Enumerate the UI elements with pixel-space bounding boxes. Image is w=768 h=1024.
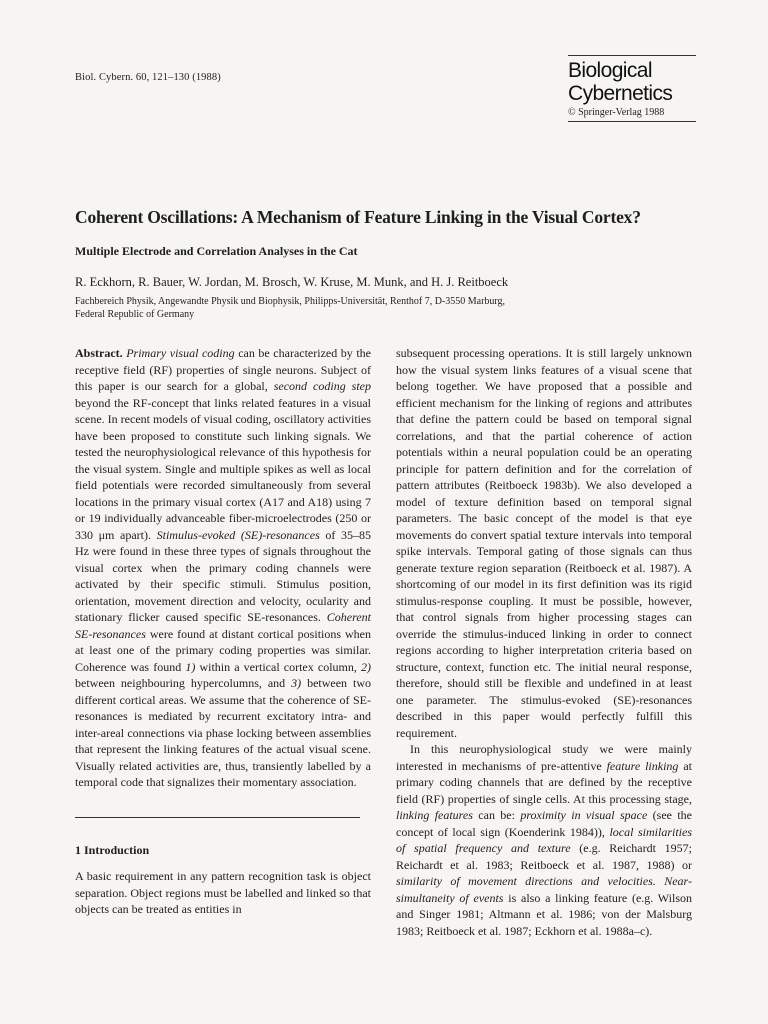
article-subtitle: Multiple Electrode and Correlation Analyses in the Cat	[75, 244, 358, 258]
emphasis-text: Stimulus-evoked (SE)-resonances	[156, 527, 320, 542]
article-title: Coherent Oscillations: A Mechanism of Feature Linking in the Visual Cortex?	[75, 207, 641, 227]
emphasis-text: linking features	[396, 808, 473, 822]
abstract-text: within a vertical cortex column,	[195, 659, 361, 674]
emphasis-text: 3)	[291, 676, 302, 690]
emphasis-text: feature linking	[606, 758, 679, 773]
emphasis-text: second coding step	[273, 379, 371, 393]
abstract-text: beyond the RF-concept that links related features in a visual scene. In recent models of visual coding, oscillatory activities have been proposed to constitute such linking signals. We tested the neurophysiological relevance of this hypothesis for the visual system. Single and multiple spikes as well as local field potentials were recorded simultaneously from several locations in the primary visual cortex (A17 and A18) using 7 or 19 individually advanceable fiber-microelectrodes (250 or 330 μm apart).	[75, 395, 371, 542]
left-column	[75, 345, 371, 918]
right-column	[396, 345, 692, 939]
body-text: In this neurophysiological study we were mainly interested in mechanisms of pre-attentive	[396, 742, 692, 773]
emphasis-text: Coherent SE-resonances	[75, 610, 371, 641]
body-paragraph-1: subsequent processing operations. It is still largely unknown how the visual system links features of a visual scene that belong together. We have proposed that a possible and efficient mechanism for the linking of regions and attributes that define the pattern could be based on temporal signal correlations, and that the partial coherence of action potentials within a neural population could be an operating principle for pattern definition and for the correlation of pattern attributes (Reitboeck 1983b). We also developed a model of texture definition based on temporal signal parameters. The basic concept of the model is that eye movements do convert spatial texture intervals into temporal spike intervals. Temporal gating of those signals can thus generate texture region separation (Reitboeck et al. 1987). A shortcoming of our model in its first definition was its rigid stimulus-response coupling. It must be possible, however, that control signals from higher processing stages can override the stimulus-induced linking in order to connect regions according to higher interpretation criteria based on structure, context, function etc. The initial neural response, therefore, should still be flexible and undefined in at least one parameter. The stimulus-evoked (SE)-resonances described in this paper would perfectly fulfill this requirement.	[396, 346, 692, 740]
emphasis-text: 1)	[185, 659, 196, 674]
abstract-text: between neighbouring hypercolumns, and	[75, 676, 292, 690]
abstract-text: can be characterized by the receptive field (RF) properties of single neurons. Subject of this paper is our search for a global,	[75, 346, 372, 393]
affiliation-line-2: Federal Republic of Germany	[75, 309, 195, 320]
affiliation	[75, 295, 635, 321]
abstract-paragraph	[75, 345, 371, 791]
body-text: at primary coding channels that are defined by the receptive field (RF) properties of single cells. At this processing stage,	[396, 758, 692, 806]
body-text: can be:	[472, 808, 521, 822]
publisher-notice: © Springer-Verlag 1988	[568, 107, 696, 122]
abstract-text: between two different cortical areas. We assume that the coherence of SE-resonances is mediated by recurrent excitatory intra- and inter-areal connections via phase locking between assemblies that represent the linking features of the actual visual scene. Visually related activities are, thus, transiently labelled by a temporal code that signalizes their momentary association.	[75, 676, 371, 789]
journal-citation: Biol. Cybern. 60, 121–130 (1988)	[75, 72, 221, 83]
emphasis-text: 2)	[361, 659, 371, 674]
introduction-paragraph: A basic requirement in any pattern recognition task is object separation. Object regions must be labelled and linked so that objects can be treated as entities in	[75, 869, 371, 916]
affiliation-line-1: Fachbereich Physik, Angewandte Physik und Biophysik, Philipps-Universität, Renthof 7, D-3550 Marburg,	[75, 296, 506, 307]
emphasis-text: proximity in visual space	[520, 808, 648, 822]
section-heading-introduction: 1 Introduction	[75, 842, 150, 857]
emphasis-text: Primary visual coding	[126, 346, 235, 360]
body-paragraph-2	[396, 741, 692, 939]
journal-name-line2: Cybernetics	[568, 82, 673, 105]
author-list: R. Eckhorn, R. Bauer, W. Jordan, M. Brosch, W. Kruse, M. Munk, and H. J. Reitboeck	[75, 275, 509, 289]
journal-name-line1: Biological	[568, 59, 652, 82]
body-text: (see the concept of local sign (Koenderink 1984)),	[396, 808, 693, 839]
emphasis-text: local similarities of spatial frequency and texture	[396, 824, 692, 855]
journal-logo	[568, 55, 696, 122]
abstract-text: were found at distant cortical positions when at least one of the primary coding properties was similar. Coherence was found	[75, 626, 371, 674]
body-text: is also a linking feature (e.g. Wilson and Singer 1981; Altmann et al. 1986; von der Malsburg 1983; Reitboeck et al. 1987; Eckhorn et al. 1988a–c).	[396, 890, 692, 938]
emphasis-text: similarity of movement directions and velocities. Near-simultaneity of events	[396, 874, 692, 905]
divider	[568, 55, 696, 56]
abstract-label: Abstract.	[75, 346, 123, 360]
body-text: (e.g. Reichardt 1957; Reichardt et al. 1983; Reitboeck et al. 1987, 1988) or	[396, 841, 692, 872]
section-divider	[75, 817, 360, 818]
abstract-text: of 35–85 Hz were found in these three types of signals throughout the visual cortex when the primary coding channels were activated by their specific stimuli. Stimulus position, orientation, movement direction and velocity, ocularity and stationary flicker caused specific SE-resonances.	[75, 527, 371, 624]
